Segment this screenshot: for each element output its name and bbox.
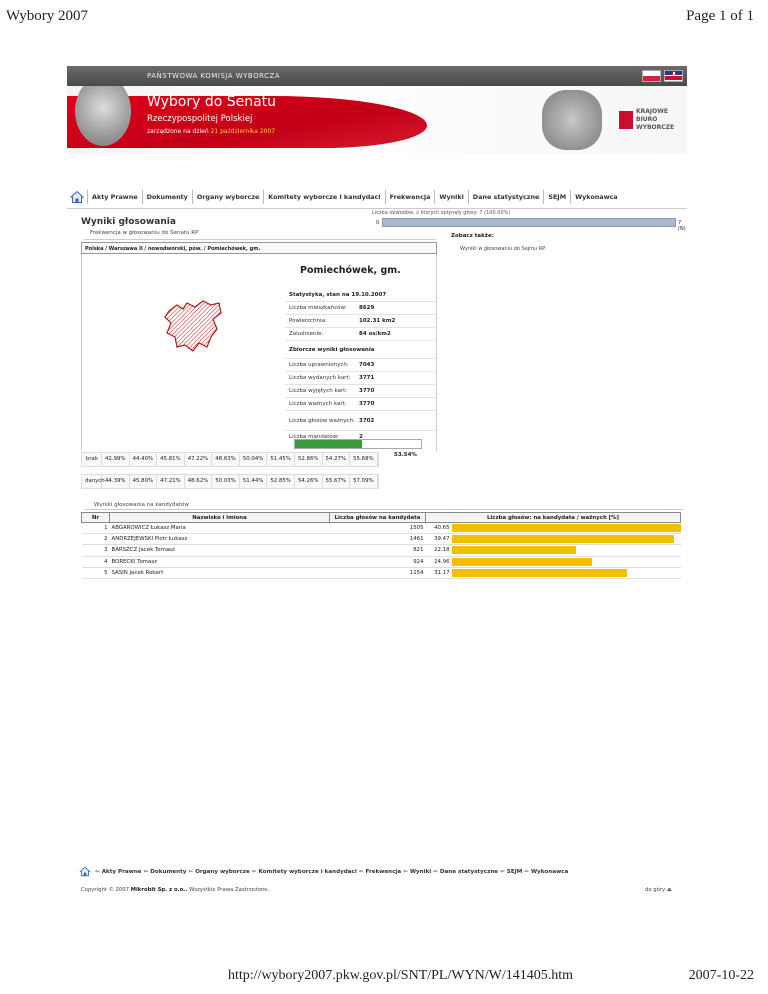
arrow-icon: ⇐ (433, 868, 438, 875)
copyright (81, 887, 269, 893)
scale-row-to (81, 474, 379, 489)
stat-row (285, 327, 435, 340)
org-name: PAŃSTWOWA KOMISJA WYBORCZA (147, 72, 281, 80)
summary-label: Liczba wyjętych kart: (289, 388, 348, 394)
cell-name[interactable]: BARSZCZ Jacek Tomasz (110, 545, 330, 556)
cell-pct: 39.47 (426, 534, 452, 545)
scale-cell: 47.21% (157, 475, 185, 488)
cell-pct: 40.65 (426, 523, 452, 534)
scale-cell: 51.44% (240, 475, 268, 488)
arrow-icon: ⇐ (403, 868, 408, 875)
see-also-title: Zobacz także: (451, 233, 494, 239)
scale-cell: 52.85% (267, 475, 295, 488)
arrow-icon: ⇐ (188, 868, 194, 875)
cell-name[interactable]: ANDRZEJEWSKI Piotr Łukasz (110, 534, 330, 545)
obwody-progress-bar (382, 218, 676, 227)
stat-label: Powierzchnia: (289, 318, 327, 324)
cell-votes: 1505 (330, 523, 426, 534)
table-row (82, 567, 681, 578)
percent-bar (452, 558, 593, 566)
bottom-nav-dokumenty[interactable]: Dokumenty (150, 868, 187, 875)
scale-cell: 54.26% (295, 475, 323, 488)
col-nr: Nr (82, 513, 110, 523)
arrow-icon: ⇐ (143, 868, 149, 875)
cell-nr: 3 (82, 545, 110, 556)
summary-value: 7043 (359, 362, 375, 368)
banner-date (147, 128, 275, 135)
summary-label: Liczba wydanych kart: (289, 375, 351, 381)
scale-cell: 55.68% (350, 453, 378, 466)
scale-cell: 52.86% (295, 453, 323, 466)
cell-votes: 924 (330, 556, 426, 567)
nav-frekwencja[interactable]: Frekwencja (385, 190, 435, 204)
scale-cell: 50.04% (240, 453, 268, 466)
banner-subtitle: Rzeczypospolitej Polskiej (147, 114, 253, 124)
obwody-label: Liczba obwodów, z których spłynęły głosy: 7 (100.00%) (372, 210, 511, 216)
table-header-row (82, 513, 681, 523)
summary-value: 3770 (359, 388, 375, 394)
language-flags (642, 70, 683, 82)
arrow-icon: ⇐ (524, 868, 529, 875)
gmina-stats (285, 289, 435, 443)
back-to-top-link[interactable]: do góry ⏏ (645, 887, 672, 893)
stat-label: Liczba mieszkańców: (289, 305, 347, 311)
bottom-nav-wyniki[interactable]: Wyniki (409, 868, 432, 875)
scale-cell: 44.39% (102, 475, 130, 488)
scale-row-label: danych (82, 475, 102, 488)
bottom-nav-dane[interactable]: Dane statystyczne (439, 868, 499, 875)
obwody-min: 0 (376, 220, 380, 226)
col-votes: Liczba głosów na kandydata (330, 513, 426, 523)
print-page-number: Page 1 of 1 (686, 8, 754, 24)
summary-value: 3771 (359, 375, 375, 381)
percent-bar (452, 546, 577, 554)
polish-flag-icon[interactable] (642, 70, 661, 82)
scale-cell: 44.40% (130, 453, 158, 466)
stat-value: 102.31 km2 (359, 318, 396, 324)
summary-row (285, 397, 435, 410)
summary-heading: Zbiorcze wyniki głosowania (285, 340, 435, 358)
scale-cell: 48.63% (212, 453, 240, 466)
nav-wykonawca[interactable]: Wykonawca (570, 190, 622, 204)
summary-value: 3770 (359, 401, 375, 407)
turnout-label: 53.54% (394, 452, 417, 458)
col-percent: Liczba głosów: na kandydata / ważnych [%] (426, 513, 681, 523)
summary-label: Liczba mandatów: (289, 434, 339, 440)
banner-title: Wybory do Senatu (147, 94, 277, 110)
banner (67, 86, 687, 154)
scale-cell: 45.80% (130, 475, 158, 488)
scale-cell: 57.09% (350, 475, 378, 488)
cell-name[interactable]: SASIN Jacek Robert (110, 567, 330, 578)
candidates-body (82, 523, 681, 579)
summary-row (285, 410, 435, 430)
cell-bar (452, 545, 681, 556)
page-title: Wyniki głosowania (81, 217, 176, 227)
percent-bar (452, 535, 674, 543)
cell-votes: 821 (330, 545, 426, 556)
table-row (82, 523, 681, 534)
print-url: http://wybory2007.pkw.gov.pl/SNT/PL/WYN/W/141405.htm (228, 968, 574, 983)
home-icon[interactable] (70, 190, 84, 204)
kbw-line-2: BIURO (636, 116, 658, 123)
kbw-logo-text (636, 108, 674, 132)
copyright-company[interactable]: Mikrobit Sp. z o.o.. (130, 887, 188, 893)
frekwencja-divider (84, 239, 436, 240)
stat-value: 8629 (359, 305, 375, 311)
percent-bar (452, 569, 628, 577)
cell-nr: 5 (82, 567, 110, 578)
scale-cell: 42.99% (102, 453, 130, 466)
arrow-icon: ⇐ (500, 868, 505, 875)
bottom-nav (79, 866, 570, 877)
cell-votes: 1154 (330, 567, 426, 578)
bottom-nav-akty-prawne[interactable]: Akty Prawne (101, 868, 142, 875)
turnout-progress-bar (294, 439, 422, 449)
bottom-nav-frekwencja[interactable]: Frekwencja (365, 868, 402, 875)
table-row (82, 556, 681, 567)
cell-bar (452, 534, 681, 545)
summary-value: 2 (359, 434, 363, 440)
uk-flag-icon[interactable] (664, 70, 683, 82)
summary-label: Liczba ważnych kart: (289, 401, 347, 407)
scale-cell: 47.22% (185, 453, 213, 466)
summary-row (285, 358, 435, 371)
stat-value: 84 os/km2 (359, 331, 391, 337)
banner-date-value: 21 października 2007 (210, 128, 276, 135)
kbw-logo[interactable] (619, 108, 674, 132)
scale-row-from (81, 452, 379, 467)
eagle-icon (542, 90, 602, 150)
table-row (82, 545, 681, 556)
arrow-icon: ⇐ (358, 868, 364, 875)
cell-nr: 1 (82, 523, 110, 534)
see-also-link[interactable]: Wyniki w głosowaniu do Sejmu RP (460, 246, 546, 252)
copyright-prefix: Copyright © 2007 (81, 887, 130, 893)
cell-pct: 24.96 (426, 556, 452, 567)
nav-dokumenty[interactable]: Dokumenty (142, 190, 192, 204)
turnout-fill (295, 440, 362, 448)
nav-organy-wyborcze[interactable]: Organy wyborcze (192, 190, 263, 204)
banner-date-prefix: zarządzone na dzień (147, 128, 209, 135)
stat-label: Zaludnienie: (289, 331, 324, 337)
summary-row (285, 384, 435, 397)
home-icon[interactable] (79, 866, 91, 877)
table-row (82, 534, 681, 545)
arrow-icon: ⇐ (95, 868, 100, 875)
stat-row (285, 314, 435, 327)
cell-nr: 4 (82, 556, 110, 567)
nav-akty-prawne[interactable]: Akty Prawne (87, 190, 142, 204)
kbw-line-3: WYBORCZE (636, 124, 675, 131)
summary-row (285, 371, 435, 384)
col-name: Nazwisko i imiona (110, 513, 330, 523)
gmina-title: Pomiechówek, gm. (300, 265, 401, 276)
arrow-icon: ⇐ (251, 868, 257, 875)
summary-label: Liczba uprawnionych: (289, 362, 349, 368)
summary-value: 3702 (359, 417, 375, 424)
frekwencja-title: Frekwencja w głosowaniu do Senatu RP (90, 230, 199, 236)
kbw-line-1: KRAJOWE (636, 108, 668, 115)
bottom-nav-sejm[interactable]: SEJM (506, 868, 523, 875)
cell-name[interactable]: ABGAROWICZ Łukasz Maria (110, 523, 330, 534)
bottom-nav-wykonawca[interactable]: Wykonawca (530, 868, 569, 875)
candidates-divider (84, 509, 684, 510)
cell-bar (452, 556, 681, 567)
main-nav (67, 188, 687, 206)
cell-pct: 31.17 (426, 567, 452, 578)
nav-sejm[interactable]: SEJM (543, 190, 570, 204)
page-content (67, 66, 687, 893)
bottom-nav-organy[interactable]: Organy wyborcze (195, 868, 250, 875)
stat-row (285, 301, 435, 314)
cell-bar (452, 523, 681, 534)
nav-dane-statystyczne[interactable]: Dane statystyczne (468, 190, 544, 204)
cell-bar (452, 567, 681, 578)
breadcrumb[interactable]: Polska / Warszawa II / nowodworski, pow. / Pomiechówek, gm. (81, 242, 437, 254)
bottom-nav-komitety[interactable]: Komitety wyborcze i kandydaci (258, 868, 357, 875)
scale-cell: 48.62% (185, 475, 213, 488)
stats-heading: Statystyka, stan na 19.10.2007 (289, 292, 387, 298)
nav-wyniki[interactable]: Wyniki (434, 190, 467, 204)
scale-cell: 54.27% (323, 453, 351, 466)
candidates-table (81, 512, 681, 579)
candidates-title: Wyniki głosowania na kandydatów (94, 502, 189, 508)
copyright-suffix: Wszystkie Prawa Zastrzeżone. (188, 887, 270, 893)
cell-pct: 22.18 (426, 545, 452, 556)
scale-cell: 45.81% (157, 453, 185, 466)
cell-votes: 1461 (330, 534, 426, 545)
scale-cell: 50.03% (212, 475, 240, 488)
gmina-map-icon (163, 297, 223, 353)
scale-cell: 51.45% (267, 453, 295, 466)
scale-cell: 55.67% (323, 475, 351, 488)
summary-label: Liczba głosów ważnych: (289, 417, 355, 424)
kbw-logo-mark (619, 111, 633, 129)
cell-name[interactable]: BORECKI Tomasz (110, 556, 330, 567)
percent-bar (452, 524, 681, 532)
obwody-max: 7 (N) (678, 220, 686, 232)
scale-row-label: brak (82, 453, 102, 466)
top-bar (67, 66, 687, 86)
print-title: Wybory 2007 (6, 8, 89, 24)
print-date: 2007-10-22 (688, 968, 754, 983)
nav-komitety[interactable]: Komitety wyborcze i kandydaci (263, 190, 384, 204)
cell-nr: 2 (82, 534, 110, 545)
